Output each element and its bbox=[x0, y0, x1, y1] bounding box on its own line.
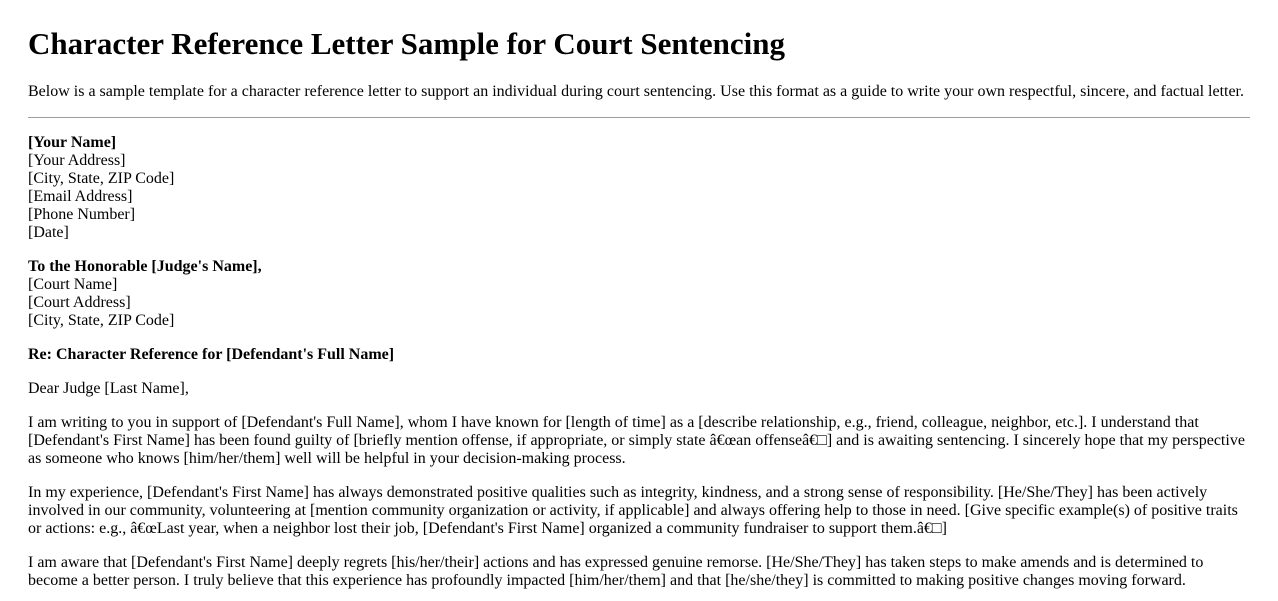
sender-address-block bbox=[28, 134, 1250, 242]
page-title: Character Reference Letter Sample for Court Sentencing bbox=[28, 26, 786, 61]
recipient-salutation: To the Honorable [Judge's Name], bbox=[28, 257, 262, 275]
letter-date-line: [Date] bbox=[28, 223, 69, 241]
body-paragraph-3: I am aware that [Defendant's First Name] deeply regrets [his/her/their] actions and has expressed genuine remorse. [He/She/They] has taken steps to make amends and is determined to become a better person. I truly believe that this experience has profoundly impacted [him/her/them] and that [he/she/they] is committed to making positive changes moving forward. bbox=[28, 553, 1204, 589]
document-page bbox=[28, 26, 1250, 590]
sender-address-line: [Your Address] bbox=[28, 151, 126, 169]
divider bbox=[28, 117, 1250, 118]
court-name-line: [Court Name] bbox=[28, 275, 118, 293]
greeting-line: Dear Judge [Last Name], bbox=[28, 379, 189, 397]
body-paragraph-2: In my experience, [Defendant's First Name] has always demonstrated positive qualities such as integrity, kindness, and a strong sense of responsibility. [He/She/They] has been actively involved in our community, volunteering at [mention community organization or activity, if applicable] and always offering help to those in need. [Give specific example(s) of positive traits or actions: e.g., â€œLast year, when a neighbor lost their job, [Defendant's First Name] organized a community fundraiser to support them.â€□] bbox=[28, 483, 1238, 537]
intro-paragraph: Below is a sample template for a character reference letter to support an individual during court sentencing. Use this format as a guide to write your own respectful, sincere, and factual letter. bbox=[28, 82, 1244, 100]
court-city-line: [City, State, ZIP Code] bbox=[28, 311, 175, 329]
sender-phone-line: [Phone Number] bbox=[28, 205, 136, 223]
recipient-address-block bbox=[28, 258, 1250, 330]
sender-email-line: [Email Address] bbox=[28, 187, 133, 205]
sender-name: [Your Name] bbox=[28, 133, 117, 151]
subject-line: Re: Character Reference for [Defendant's Full Name] bbox=[28, 345, 395, 363]
court-address-line: [Court Address] bbox=[28, 293, 131, 311]
sender-city-line: [City, State, ZIP Code] bbox=[28, 169, 175, 187]
body-paragraph-1: I am writing to you in support of [Defendant's Full Name], whom I have known for [length of time] as a [describe relationship, e.g., friend, colleague, neighbor, etc.]. I understand that [Defendant's First Name] has been found guilty of [briefly mention offense, if appropriate, or simply state â€œan offenseâ€□] and is awaiting sentencing. I sincerely hope that my perspective as someone who knows [him/her/them] well will be helpful in your decision-making process. bbox=[28, 413, 1245, 467]
